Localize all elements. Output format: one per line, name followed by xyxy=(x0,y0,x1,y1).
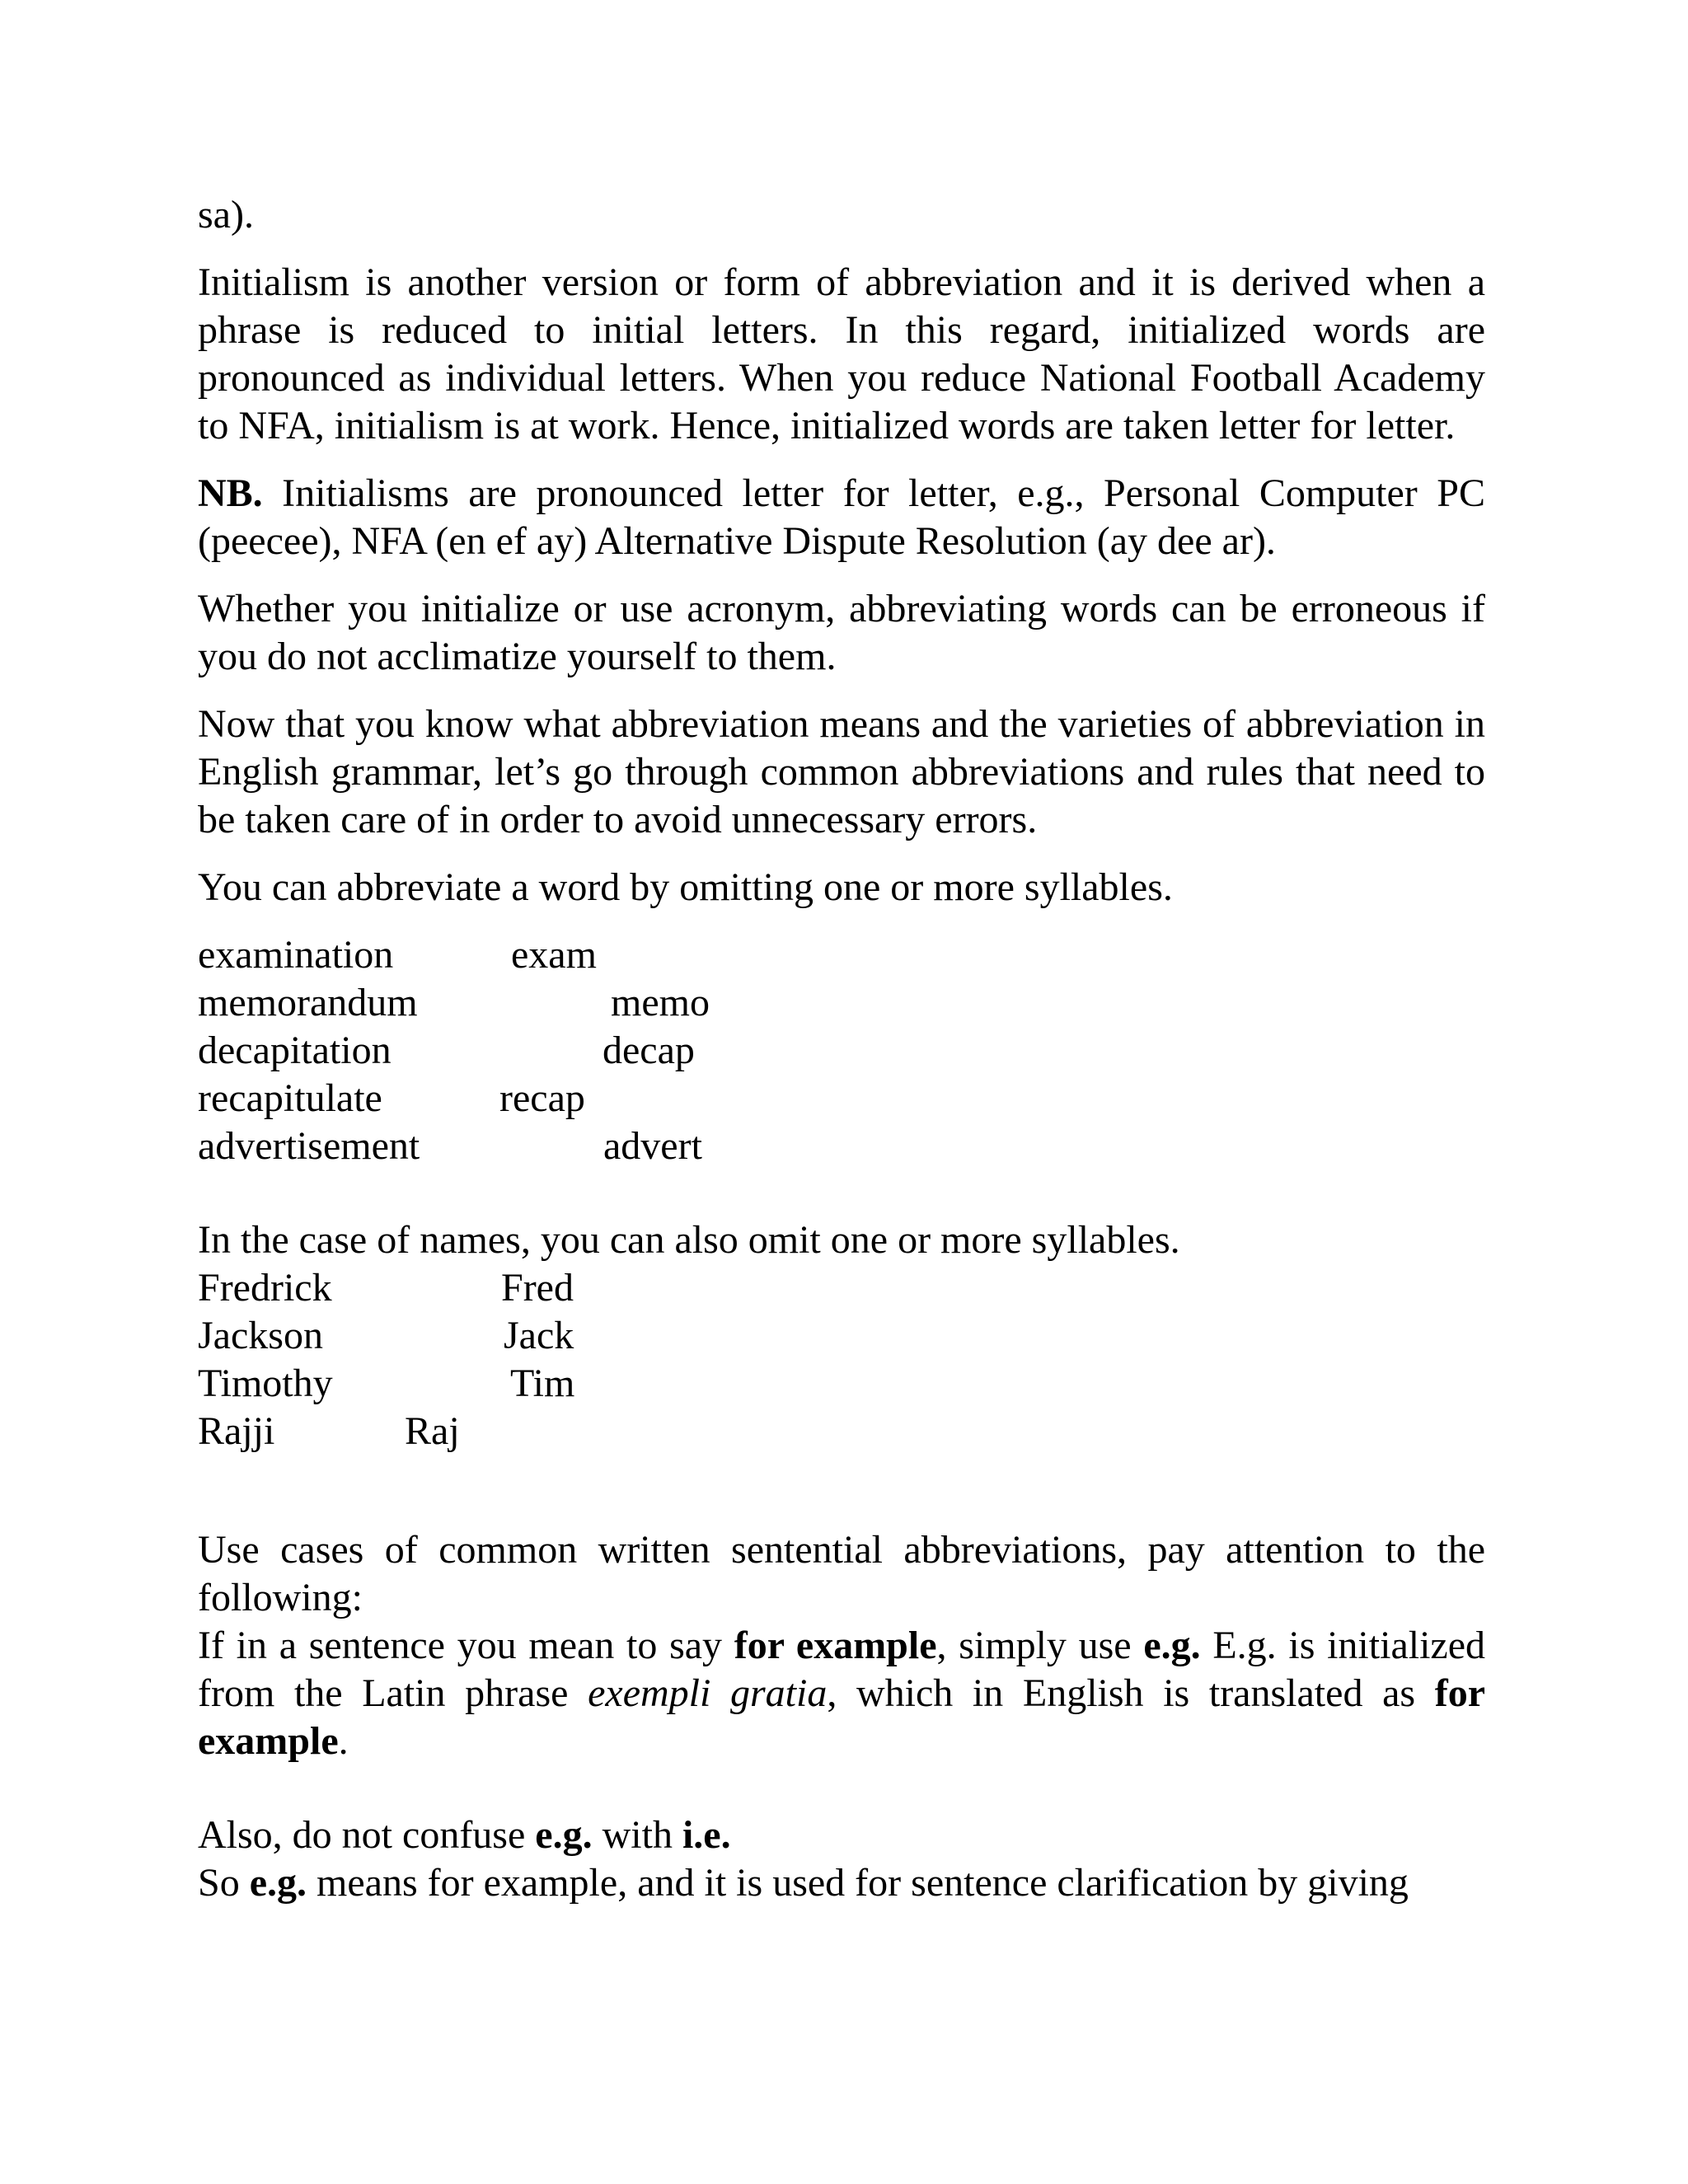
paragraph-fragment: sa). xyxy=(198,193,254,237)
paragraph-syllables-intro: You can abbreviate a word by omitting one or more syllables. xyxy=(198,865,1173,909)
paragraph-now-that: Now that you know what abbreviation means and the varieties of abbreviation in English grammar, let’s go through common abbreviations and rules that need to be taken care of in order to avoid unnecessary errors. xyxy=(198,702,1485,841)
list-item xyxy=(198,931,1485,979)
short-name: Tim xyxy=(510,1361,575,1405)
list-item xyxy=(198,1312,1485,1360)
bold-term: for example xyxy=(734,1624,937,1667)
list-item xyxy=(198,979,1485,1027)
text-run: Also, do not confuse xyxy=(198,1813,536,1857)
paragraph-nb xyxy=(198,470,1485,565)
short-word: recap xyxy=(499,1076,585,1120)
paragraph-so-eg xyxy=(198,1859,1485,1907)
text-run: . xyxy=(338,1719,349,1763)
full-word: advertisement xyxy=(198,1124,420,1168)
list-item xyxy=(198,1264,1485,1312)
full-word: examination xyxy=(198,933,394,977)
short-name: Raj xyxy=(405,1409,460,1453)
nb-label: NB. xyxy=(198,471,263,515)
short-word: memo xyxy=(611,981,710,1024)
text-run: means for example, and it is used for sentence clarification by giving xyxy=(307,1861,1409,1905)
italic-term: exempli gratia xyxy=(588,1671,828,1715)
short-word: exam xyxy=(511,933,597,977)
text-run: with xyxy=(592,1813,682,1857)
text-run: , which in English is translated as xyxy=(827,1671,1435,1715)
paragraph-whether: Whether you initialize or use acronym, abbreviating words can be erroneous if you do not acclimatize yourself to them. xyxy=(198,587,1485,678)
short-word: decap xyxy=(603,1029,695,1072)
bold-term: e.g. xyxy=(1143,1624,1201,1667)
document-body xyxy=(198,191,1485,1907)
text-run: So xyxy=(198,1861,250,1905)
list-item xyxy=(198,1408,1485,1455)
full-word: recapitulate xyxy=(198,1076,382,1120)
list-item xyxy=(198,1122,1485,1170)
paragraph-names-intro: In the case of names, you can also omit one or more syllables. xyxy=(198,1218,1180,1262)
bold-term: for example xyxy=(198,1671,1485,1763)
paragraph-initialism: Initialism is another version or form of abbreviation and it is derived when a phrase is reduced to initial letters. In this regard, initialized words are pronounced as individual letters. When you reduce National Football Academy to NFA, initialism is at work. Hence, initialized words are taken letter for letter. xyxy=(198,260,1485,448)
bold-term: e.g. xyxy=(535,1813,593,1857)
paragraph-also xyxy=(198,1811,1485,1859)
text-run: If in a sentence you mean to say xyxy=(198,1624,734,1667)
full-word: decapitation xyxy=(198,1029,392,1072)
full-name: Fredrick xyxy=(198,1266,332,1310)
word-abbreviation-list xyxy=(198,931,1485,1170)
list-item xyxy=(198,1075,1485,1122)
full-word: memorandum xyxy=(198,981,418,1024)
short-name: Jack xyxy=(504,1314,574,1357)
full-name: Timothy xyxy=(198,1361,333,1405)
short-name: Fred xyxy=(501,1266,574,1310)
full-name: Rajji xyxy=(198,1409,275,1453)
bold-term: i.e. xyxy=(682,1813,731,1857)
paragraph-eg xyxy=(198,1622,1485,1765)
short-word: advert xyxy=(603,1124,702,1168)
list-item xyxy=(198,1027,1485,1075)
nb-text: Initialisms are pronounced letter for letter, e.g., Personal Computer PC (peecee), NFA (en ef ay) Alternative Dispute Resolution (ay dee ar). xyxy=(198,471,1485,563)
text-run: , simply use xyxy=(936,1624,1144,1667)
text-run: E.g. is initialized from the Latin phrase xyxy=(198,1624,1486,1715)
full-name: Jackson xyxy=(198,1314,323,1357)
list-item xyxy=(198,1360,1485,1408)
bold-term: e.g. xyxy=(249,1861,307,1905)
name-abbreviation-list xyxy=(198,1264,1485,1455)
paragraph-use-cases: Use cases of common written sentential abbreviations, pay attention to the following: xyxy=(198,1528,1485,1619)
